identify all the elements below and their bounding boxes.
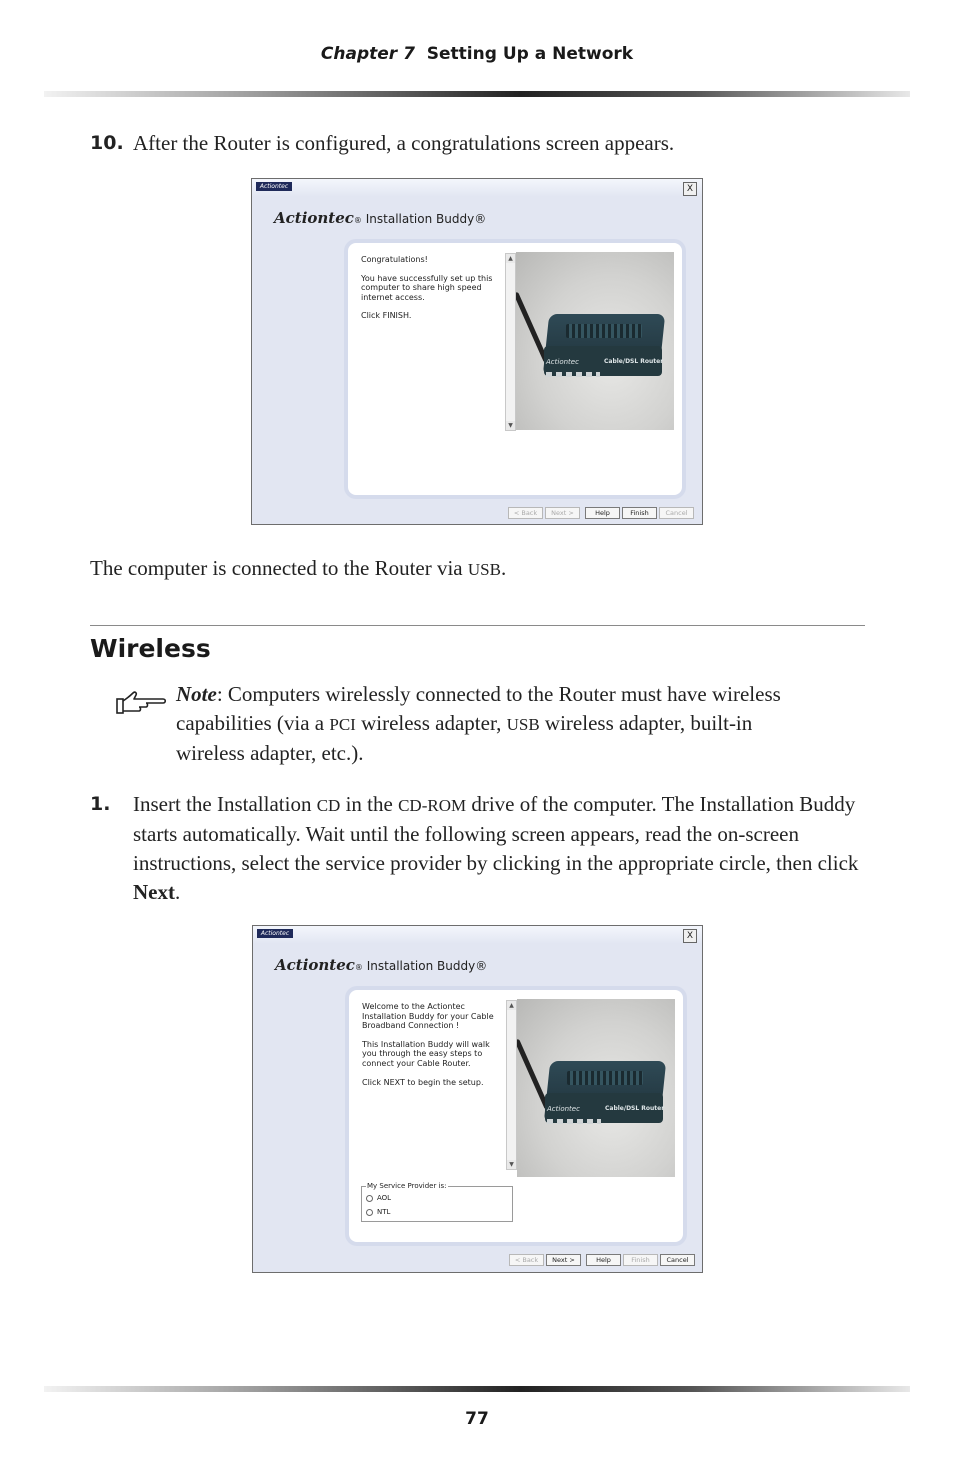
app-name: Installation Buddy® — [366, 959, 488, 973]
router-photo — [516, 252, 674, 430]
actiontec-logo-small: Actiontec — [256, 182, 292, 191]
next-button[interactable]: Next > — [546, 1254, 581, 1266]
router-vents — [566, 324, 642, 338]
message-text: Congratulations! You have successfully set up this computer to share high speed internet access. Click FINISH. — [361, 255, 493, 321]
scroll-down-icon[interactable]: ▼ — [507, 1160, 516, 1169]
service-provider-legend: My Service Provider is: — [367, 1182, 447, 1190]
header-rule — [44, 91, 910, 97]
step-1 — [90, 790, 870, 910]
step-text: Insert the Installation CD in the CD-ROM drive of the computer. The Installation Buddy starts automatically. Wait until the following screen appears, read the on-screen instructions, select the service provider by clicking in the appropriate circle, then click Next. — [133, 792, 859, 904]
scroll-up-icon[interactable]: ▲ — [506, 254, 515, 263]
note-paragraph: Note: Computers wirelessly connected to the Router must have wireless capabilities (via a PCI wireless adapter, USB wireless adapter, built-in wireless adapter, etc.). — [176, 682, 781, 765]
section-heading: Wireless — [90, 634, 211, 663]
text-scrollbar[interactable] — [505, 253, 516, 431]
text-scrollbar[interactable] — [506, 1000, 517, 1170]
content-panel — [348, 243, 682, 495]
radio-icon — [366, 1209, 373, 1216]
cancel-button[interactable]: Cancel — [660, 1254, 695, 1266]
service-provider-group — [361, 1182, 513, 1222]
router-model: Cable/DSL Router — [604, 358, 664, 365]
router-model: Cable/DSL Router — [605, 1105, 665, 1112]
router-vents — [567, 1071, 643, 1085]
pointing-hand-icon — [116, 689, 168, 717]
screenshot-welcome — [252, 925, 703, 1273]
radio-icon — [366, 1195, 373, 1202]
step-number: 10. — [90, 132, 124, 154]
router-logo: Actiontec — [546, 358, 579, 366]
brand-name: Actiontec — [275, 956, 355, 974]
next-keyword: Next — [133, 880, 175, 904]
app-name: Installation Buddy® — [365, 212, 487, 226]
wizard-buttons — [509, 1254, 695, 1266]
actiontec-logo-small: Actiontec — [257, 929, 293, 938]
running-header — [0, 44, 954, 64]
router-logo: Actiontec — [547, 1105, 580, 1113]
help-button[interactable]: Help — [586, 1254, 621, 1266]
step-text: After the Router is configured, a congratulations screen appears. — [133, 131, 675, 155]
usb-abbr: USB — [467, 560, 501, 579]
radio-ntl[interactable]: NTL — [366, 1208, 390, 1216]
section-rule — [90, 625, 865, 626]
finish-button[interactable]: Finish — [623, 1254, 658, 1266]
finish-button[interactable]: Finish — [622, 507, 657, 519]
page-number: 77 — [465, 1409, 489, 1429]
back-button[interactable]: < Back — [508, 507, 543, 519]
app-brand: Actiontec® Installation Buddy® — [275, 956, 488, 974]
router-photo — [517, 999, 675, 1177]
step-number: 1. — [90, 793, 111, 815]
content-panel — [349, 990, 683, 1242]
close-icon[interactable]: X — [683, 929, 697, 943]
close-icon[interactable]: X — [683, 182, 697, 196]
note-label: Note — [176, 682, 217, 706]
window-titlebar — [253, 926, 702, 944]
radio-aol[interactable]: AOL — [366, 1194, 391, 1202]
screenshot-congratulations — [251, 178, 703, 525]
cancel-button[interactable]: Cancel — [659, 507, 694, 519]
router-leds — [546, 372, 600, 377]
router-leds — [547, 1119, 601, 1124]
wizard-buttons — [508, 507, 694, 519]
back-button[interactable]: < Back — [509, 1254, 544, 1266]
window-titlebar — [252, 179, 702, 197]
chapter-title: Setting Up a Network — [426, 44, 634, 64]
help-button[interactable]: Help — [585, 507, 620, 519]
message-text: Welcome to the Actiontec Installation Buddy for your Cable Broadband Connection ! This Installation Buddy will walk you through the easy steps to connect your Cable Router. Click NEXT to begin the setup. — [362, 1002, 494, 1087]
next-button[interactable]: Next > — [545, 507, 580, 519]
app-brand: Actiontec® Installation Buddy® — [274, 209, 487, 227]
brand-name: Actiontec — [274, 209, 354, 227]
usb-paragraph: The computer is connected to the Router via USB. — [90, 556, 507, 580]
chapter-label: Chapter 7 — [320, 44, 415, 64]
scroll-up-icon[interactable]: ▲ — [507, 1001, 516, 1010]
scroll-down-icon[interactable]: ▼ — [506, 421, 515, 430]
footer-rule — [44, 1386, 910, 1392]
